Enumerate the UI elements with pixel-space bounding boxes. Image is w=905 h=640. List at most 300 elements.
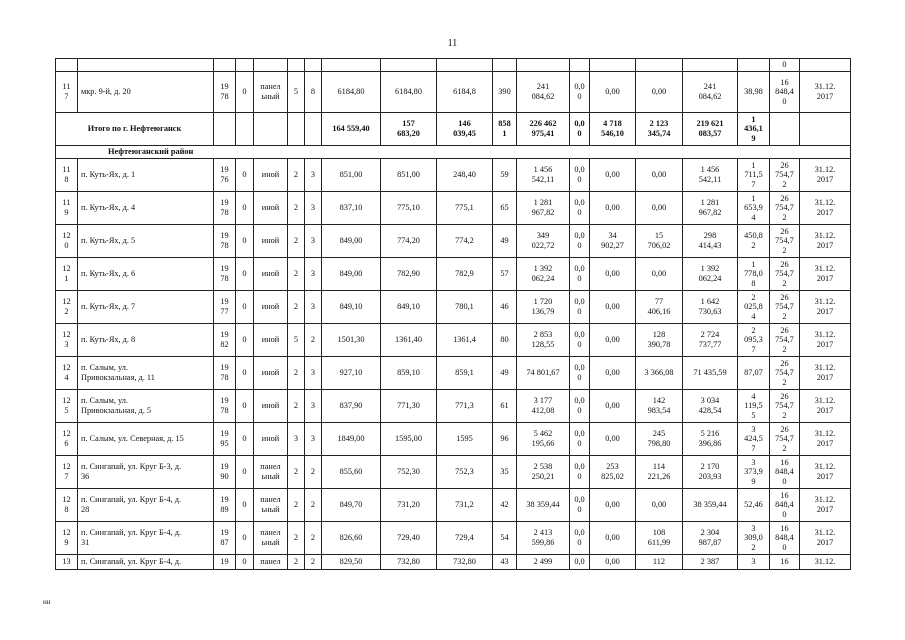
table-cell: 31.12. 2017	[800, 291, 851, 324]
table-cell: 0,0 0	[570, 113, 590, 146]
table-cell: 3	[738, 555, 770, 570]
table-cell: 3	[305, 390, 322, 423]
table-cell: 775,10	[381, 192, 437, 225]
table-cell: 15 706,02	[636, 225, 683, 258]
table-cell: 0	[236, 489, 254, 522]
table-cell	[288, 113, 305, 146]
table-cell	[305, 113, 322, 146]
table-cell: 0,00	[590, 489, 636, 522]
table-cell: 77 406,16	[636, 291, 683, 324]
table-cell: 226 462 975,41	[517, 113, 570, 146]
table-cell: п. Куть-Ях, д. 4	[78, 192, 214, 225]
table-cell: 114 221,26	[636, 456, 683, 489]
table-cell: 774,20	[381, 225, 437, 258]
table-cell: 12 8	[56, 489, 78, 522]
table-cell: 1 778,0 8	[738, 258, 770, 291]
table-cell: 31.12. 2017	[800, 192, 851, 225]
table-cell: 3 177 412,08	[517, 390, 570, 423]
table-cell: 26 754,7 2	[770, 390, 800, 423]
table-cell: 19 87	[214, 522, 236, 555]
table-cell: 774,2	[437, 225, 493, 258]
table-cell: 49	[493, 357, 517, 390]
housing-table	[55, 58, 851, 570]
table-row	[56, 456, 851, 489]
table-cell: 0,0 0	[570, 72, 590, 113]
table-cell: п. Салым, ул. Привокзальная, д. 11	[78, 357, 214, 390]
table-cell	[800, 59, 851, 72]
table-cell: 752,3	[437, 456, 493, 489]
table-cell: 0	[236, 555, 254, 570]
table-cell: 12 7	[56, 456, 78, 489]
table-cell: 59	[493, 159, 517, 192]
table-cell: 19 82	[214, 324, 236, 357]
table-cell: 2 724 737,77	[683, 324, 738, 357]
table-cell: 6184,80	[322, 72, 381, 113]
table-cell: 3 373,9 9	[738, 456, 770, 489]
table-cell: 12 3	[56, 324, 78, 357]
table-cell: 54	[493, 522, 517, 555]
table-cell: 0	[236, 423, 254, 456]
table-cell: 157 683,20	[381, 113, 437, 146]
table-cell: 31.12.	[800, 555, 851, 570]
table-cell: п. Куть-Ях, д. 8	[78, 324, 214, 357]
table-cell: 16 848,4 0	[770, 489, 800, 522]
table-cell: 849,70	[322, 489, 381, 522]
table-cell: 729,4	[437, 522, 493, 555]
table-cell: 0	[236, 324, 254, 357]
table-cell: иной	[254, 225, 288, 258]
table-cell: 1 281 967,82	[517, 192, 570, 225]
table-cell: 2	[305, 555, 322, 570]
table-cell: 241 084,62	[683, 72, 738, 113]
table-cell: 31.12. 2017	[800, 489, 851, 522]
table-cell: 1 392 062,24	[683, 258, 738, 291]
table-cell: 19 89	[214, 489, 236, 522]
table-cell: 0,00	[590, 192, 636, 225]
table-cell: 775,1	[437, 192, 493, 225]
table-cell: 26 754,7 2	[770, 357, 800, 390]
table-cell: 0,00	[590, 324, 636, 357]
table-cell: 2	[305, 324, 322, 357]
table-cell	[381, 59, 437, 72]
table-cell: 0,0 0	[570, 324, 590, 357]
table-row	[56, 258, 851, 291]
table-cell: 450,8 2	[738, 225, 770, 258]
table-cell: 849,00	[322, 225, 381, 258]
table-cell: 248,40	[437, 159, 493, 192]
table-cell: 46	[493, 291, 517, 324]
table-cell: 859,1	[437, 357, 493, 390]
table-cell	[590, 59, 636, 72]
table-row	[56, 522, 851, 555]
table-cell: иной	[254, 258, 288, 291]
table-cell: 2 853 128,55	[517, 324, 570, 357]
table-cell: 61	[493, 390, 517, 423]
table-cell: 2	[305, 522, 322, 555]
table-cell: 2 304 987,87	[683, 522, 738, 555]
table-cell: 780,1	[437, 291, 493, 324]
table-cell: 0,0 0	[570, 225, 590, 258]
table-cell: 0,0 0	[570, 390, 590, 423]
table-cell: 771,30	[381, 390, 437, 423]
table-cell: 2	[305, 489, 322, 522]
table-row	[56, 192, 851, 225]
table-cell: 2 413 599,86	[517, 522, 570, 555]
table-cell: п. Сингапай, ул. Круг Б-4, д. 31	[78, 522, 214, 555]
table-cell: 6184,8	[437, 72, 493, 113]
table-cell: 8	[305, 72, 322, 113]
table-cell: 3	[305, 192, 322, 225]
table-cell: 2	[305, 456, 322, 489]
table-cell	[437, 59, 493, 72]
table-cell: 1 642 730,63	[683, 291, 738, 324]
table-cell: 108 611,99	[636, 522, 683, 555]
table-cell: 96	[493, 423, 517, 456]
table-cell: 2 538 250,21	[517, 456, 570, 489]
table-cell	[305, 59, 322, 72]
table-cell: 31.12. 2017	[800, 225, 851, 258]
table-cell: 146 039,45	[437, 113, 493, 146]
table-cell: панел ьный	[254, 456, 288, 489]
table-cell: п. Куть-Ях, д. 7	[78, 291, 214, 324]
table-cell: 2	[288, 555, 305, 570]
table-cell: п. Сингапай, ул. Круг Б-4, д.	[78, 555, 214, 570]
table-cell: 0,00	[590, 72, 636, 113]
table-cell: 1361,4	[437, 324, 493, 357]
table-cell: 3	[288, 423, 305, 456]
table-cell: 112	[636, 555, 683, 570]
table-cell: 43	[493, 555, 517, 570]
table-cell: 0	[236, 522, 254, 555]
table-cell: 0,0 0	[570, 489, 590, 522]
table-cell: 253 825,02	[590, 456, 636, 489]
table-cell: иной	[254, 159, 288, 192]
table-cell: 298 414,43	[683, 225, 738, 258]
page-number: 11	[447, 38, 458, 49]
table-body	[56, 59, 851, 570]
table-cell: 837,90	[322, 390, 381, 423]
table-cell: мкр. 9-й, д. 20	[78, 72, 214, 113]
table-cell: 128 390,78	[636, 324, 683, 357]
table-cell	[800, 113, 851, 146]
table-cell: иной	[254, 324, 288, 357]
table-cell: 2	[288, 291, 305, 324]
table-cell: 3	[305, 159, 322, 192]
table-cell: п. Салым, ул. Северная, д. 15	[78, 423, 214, 456]
table-cell: 241 084,62	[517, 72, 570, 113]
table-cell: 731,2	[437, 489, 493, 522]
table-cell	[78, 59, 214, 72]
table-cell: 859,10	[381, 357, 437, 390]
table-cell: 1595	[437, 423, 493, 456]
table-cell: 42	[493, 489, 517, 522]
table-cell	[214, 59, 236, 72]
table-cell: 34 902,27	[590, 225, 636, 258]
table-cell: 0,00	[636, 159, 683, 192]
table-cell: иной	[254, 423, 288, 456]
table-cell: 74 801,67	[517, 357, 570, 390]
table-cell: 1 456 542,11	[683, 159, 738, 192]
table-cell: п. Салым, ул. Привокзальная, д. 5	[78, 390, 214, 423]
table-cell: 19 90	[214, 456, 236, 489]
table-cell: 849,10	[381, 291, 437, 324]
table-cell: 142 983,54	[636, 390, 683, 423]
table-cell: 31.12. 2017	[800, 324, 851, 357]
table-cell: 11 9	[56, 192, 78, 225]
table-cell: 0,00	[590, 159, 636, 192]
table-cell: 829,50	[322, 555, 381, 570]
table-cell: 1 711,5 7	[738, 159, 770, 192]
table-cell	[56, 59, 78, 72]
table-cell: 16 848,4 0	[770, 72, 800, 113]
table-cell: 245 798,80	[636, 423, 683, 456]
table-cell: 732,80	[381, 555, 437, 570]
table-cell: п. Сингапай, ул. Круг Б-4, д. 28	[78, 489, 214, 522]
table-cell: 12 9	[56, 522, 78, 555]
table-cell: 26 754,7 2	[770, 324, 800, 357]
table-cell: 1849,00	[322, 423, 381, 456]
table-cell: 849,00	[322, 258, 381, 291]
table-cell: 1 720 136,79	[517, 291, 570, 324]
table-cell: 26 754,7 2	[770, 192, 800, 225]
table-cell: 2 387	[683, 555, 738, 570]
table-cell: 0,00	[590, 291, 636, 324]
table-cell: 826,60	[322, 522, 381, 555]
table-cell: 349 022,72	[517, 225, 570, 258]
table-cell: 731,20	[381, 489, 437, 522]
table-cell: 3 034 428,54	[683, 390, 738, 423]
table-cell: 38 359,44	[517, 489, 570, 522]
table-cell: п. Куть-Ях, д. 6	[78, 258, 214, 291]
table-cell: 0,0 0	[570, 522, 590, 555]
table-cell: 782,9	[437, 258, 493, 291]
table-cell: 5	[288, 324, 305, 357]
table-cell: 19 78	[214, 192, 236, 225]
table-cell: 752,30	[381, 456, 437, 489]
table-cell: 0	[236, 390, 254, 423]
table-row	[56, 390, 851, 423]
table-cell: 164 559,40	[322, 113, 381, 146]
table-row	[56, 59, 851, 72]
table-cell: 13	[56, 555, 78, 570]
table-cell: 19 78	[214, 357, 236, 390]
table-cell: иной	[254, 390, 288, 423]
table-cell: 31.12. 2017	[800, 159, 851, 192]
table-cell: 0,0 0	[570, 159, 590, 192]
table-cell: 858 1	[493, 113, 517, 146]
table-cell: 0,00	[590, 522, 636, 555]
table-row	[56, 146, 851, 159]
table-cell	[493, 59, 517, 72]
table-cell: панел ьный	[254, 522, 288, 555]
table-cell: 0,0 0	[570, 357, 590, 390]
table-cell: 38 359,44	[683, 489, 738, 522]
table-cell: 31.12. 2017	[800, 456, 851, 489]
table-cell	[322, 59, 381, 72]
table-cell: п. Куть-Ях, д. 1	[78, 159, 214, 192]
table-cell: 2	[288, 159, 305, 192]
table-cell: 849,10	[322, 291, 381, 324]
table-cell: 57	[493, 258, 517, 291]
table-row	[56, 225, 851, 258]
table-cell: 0,00	[590, 423, 636, 456]
table-cell: 12 0	[56, 225, 78, 258]
table-cell: 732,80	[437, 555, 493, 570]
table-cell: 3	[305, 225, 322, 258]
table-cell: 1501,30	[322, 324, 381, 357]
table-cell: 19 78	[214, 72, 236, 113]
table-cell: 2	[288, 357, 305, 390]
table-cell: 12 6	[56, 423, 78, 456]
table-cell: 0	[236, 456, 254, 489]
table-row	[56, 72, 851, 113]
table-cell: 12 1	[56, 258, 78, 291]
table-cell: иной	[254, 291, 288, 324]
table-cell: панел	[254, 555, 288, 570]
table-cell: 35	[493, 456, 517, 489]
table-cell: 0,00	[590, 390, 636, 423]
table-cell: 390	[493, 72, 517, 113]
table-cell: 0	[236, 225, 254, 258]
table-cell: 31.12. 2017	[800, 258, 851, 291]
table-cell: Нефтеюганский район	[56, 146, 851, 159]
table-cell: 31.12. 2017	[800, 72, 851, 113]
table-cell: 5 462 195,66	[517, 423, 570, 456]
table-cell: 12 2	[56, 291, 78, 324]
table-cell: 6184,80	[381, 72, 437, 113]
table-cell: 19	[214, 555, 236, 570]
table-cell: 927,10	[322, 357, 381, 390]
table-cell: 0,00	[590, 555, 636, 570]
table-row	[56, 324, 851, 357]
table-cell	[254, 113, 288, 146]
table-cell: 1361,40	[381, 324, 437, 357]
table-cell: 71 435,59	[683, 357, 738, 390]
table-cell: 0,0	[570, 555, 590, 570]
table-cell: 4 119,5 5	[738, 390, 770, 423]
table-cell: 26 754,7 2	[770, 423, 800, 456]
table-cell: 0,0 0	[570, 291, 590, 324]
table-cell	[770, 113, 800, 146]
table-cell: 0,0 0	[570, 423, 590, 456]
table-cell: 0	[770, 59, 800, 72]
table-cell: 38,98	[738, 72, 770, 113]
table-cell: 771,3	[437, 390, 493, 423]
table-cell: 11 7	[56, 72, 78, 113]
table-cell: 0,00	[636, 258, 683, 291]
table-cell: 1 392 062,24	[517, 258, 570, 291]
table-cell: 19 95	[214, 423, 236, 456]
table-cell	[570, 59, 590, 72]
table-cell	[738, 59, 770, 72]
table-cell: 855,60	[322, 456, 381, 489]
table-cell: 3 309,0 2	[738, 522, 770, 555]
table-cell: 837,10	[322, 192, 381, 225]
table-cell: 65	[493, 192, 517, 225]
table-cell: 2 025,8 4	[738, 291, 770, 324]
table-cell: 12 4	[56, 357, 78, 390]
table-cell: 2	[288, 225, 305, 258]
table-cell: 0	[236, 357, 254, 390]
table-cell: 0,00	[636, 489, 683, 522]
table-row	[56, 555, 851, 570]
table-row	[56, 113, 851, 146]
table-cell	[517, 59, 570, 72]
table-cell: панел ьный	[254, 72, 288, 113]
table-cell: 0,00	[636, 72, 683, 113]
table-cell: Итого по г. Нефтеюганск	[56, 113, 214, 146]
table-cell: 4 718 546,10	[590, 113, 636, 146]
table-cell: 31.12. 2017	[800, 390, 851, 423]
table-cell: 1595,00	[381, 423, 437, 456]
table-cell: 1 456 542,11	[517, 159, 570, 192]
table-cell: 0	[236, 192, 254, 225]
table-cell: 1 653,9 4	[738, 192, 770, 225]
table-cell	[236, 59, 254, 72]
footnote: нн	[43, 598, 51, 606]
table-cell: иной	[254, 192, 288, 225]
table-cell	[636, 59, 683, 72]
table-cell: 729,40	[381, 522, 437, 555]
table-cell: 80	[493, 324, 517, 357]
table-cell: 2 095,3 7	[738, 324, 770, 357]
table-row	[56, 159, 851, 192]
table-cell: 12 5	[56, 390, 78, 423]
table-cell: 2	[288, 489, 305, 522]
table-cell: 0	[236, 258, 254, 291]
table-cell: 219 621 083,57	[683, 113, 738, 146]
table-cell: 19 77	[214, 291, 236, 324]
table-cell: 52,46	[738, 489, 770, 522]
table-cell: 5 216 396,86	[683, 423, 738, 456]
table-cell: 26 754,7 2	[770, 291, 800, 324]
table-cell: 26 754,7 2	[770, 258, 800, 291]
table-cell: 0,00	[590, 258, 636, 291]
table-row	[56, 489, 851, 522]
table-cell: 2	[288, 390, 305, 423]
table-cell: иной	[254, 357, 288, 390]
table-cell: 3	[305, 291, 322, 324]
table-cell: 31.12. 2017	[800, 522, 851, 555]
table-cell: 782,90	[381, 258, 437, 291]
table-cell: 49	[493, 225, 517, 258]
table-cell: 87,07	[738, 357, 770, 390]
table-cell: 3	[305, 357, 322, 390]
table-cell: 0	[236, 159, 254, 192]
table-row	[56, 291, 851, 324]
table-cell: 3	[305, 423, 322, 456]
table-row	[56, 423, 851, 456]
table-cell: 3	[305, 258, 322, 291]
table-cell: 19 78	[214, 225, 236, 258]
table-cell: панел ьный	[254, 489, 288, 522]
table-cell: 5	[288, 72, 305, 113]
table-cell: 1 436,1 9	[738, 113, 770, 146]
table-cell: 26 754,7 2	[770, 159, 800, 192]
table-cell: 31.12. 2017	[800, 423, 851, 456]
table-cell: 0,0 0	[570, 192, 590, 225]
table-cell: 19 76	[214, 159, 236, 192]
table-cell: 11 8	[56, 159, 78, 192]
table-cell: 0	[236, 291, 254, 324]
table-cell: 2	[288, 522, 305, 555]
table-cell	[254, 59, 288, 72]
table-cell: 3 366,08	[636, 357, 683, 390]
table-cell: 1 281 967,82	[683, 192, 738, 225]
table-cell: 16 848,4 0	[770, 522, 800, 555]
table-cell: 2 499	[517, 555, 570, 570]
table-cell: 851,00	[381, 159, 437, 192]
